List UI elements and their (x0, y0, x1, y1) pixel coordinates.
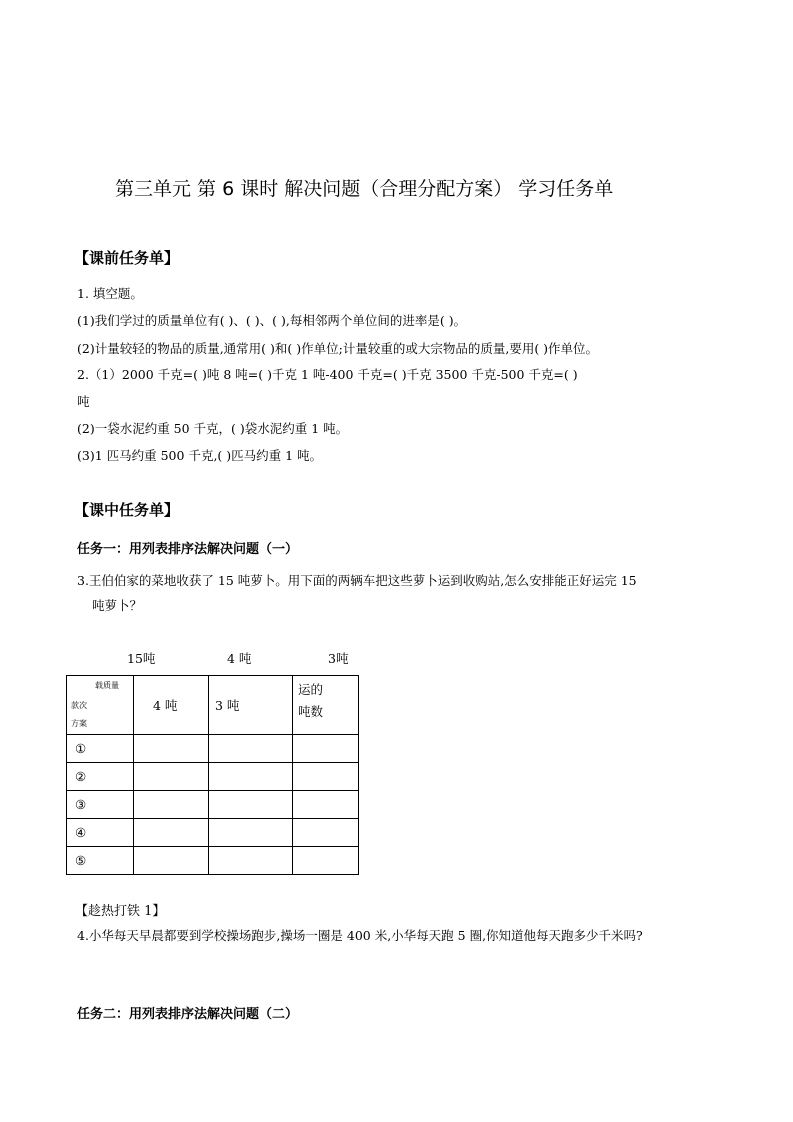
table-row (67, 763, 359, 791)
table-row (67, 819, 359, 847)
question-2-part-2: (2)一袋水泥约重 50 千克，( )袋水泥约重 1 吨。 (77, 421, 349, 436)
table-row (67, 847, 359, 875)
table-row (67, 791, 359, 819)
answer-cell[interactable] (293, 847, 359, 875)
answer-cell[interactable] (293, 763, 359, 791)
question-2-part-1-unit: 吨 (77, 394, 90, 409)
question-3-line-1: 3.王伯伯家的菜地收获了 15 吨萝卜。用下面的两辆车把这些萝卜运到收购站,怎么安排能正好运完 15 (77, 573, 637, 588)
answer-cell[interactable] (134, 791, 209, 819)
task-2-title: 任务二：用列表排序法解决问题（二） (77, 1007, 299, 1022)
answer-cell[interactable] (209, 791, 293, 819)
question-1-part-1: (1)我们学过的质量单位有( )、( )、( ),每相邻两个单位间的进率是( )。 (77, 313, 467, 328)
corner-label-plan: 方案 (71, 719, 87, 728)
in-class-heading: 【课中任务单】 (74, 501, 180, 519)
answer-cell[interactable] (134, 735, 209, 763)
question-1-part-2: (2)计量较轻的物品的质量,通常用( )和( )作单位;计量较重的或大宗物品的质量,要用( )作单位。 (77, 341, 599, 356)
plan-number: ② (67, 763, 134, 791)
question-1-label: 1. 填空题。 (77, 286, 143, 301)
answer-cell[interactable] (293, 819, 359, 847)
answer-cell[interactable] (134, 847, 209, 875)
header-4-ton: 4 吨 (134, 676, 209, 735)
plan-number: ① (67, 735, 134, 763)
table-header-row (67, 676, 359, 735)
truck-load-4: 4 吨 (227, 651, 252, 666)
answer-cell[interactable] (209, 735, 293, 763)
answer-cell[interactable] (293, 735, 359, 763)
question-2-part-3: (3)1 匹马约重 500 千克,( )匹马约重 1 吨。 (77, 448, 323, 463)
plan-table (66, 675, 359, 875)
answer-cell[interactable] (209, 819, 293, 847)
question-4: 4.小华每天早晨都要到学校操场跑步,操场一圈是 400 米,小华每天跑 5 圈,你知道他每天跑多少千米吗? (77, 928, 643, 943)
pre-class-heading: 【课前任务单】 (74, 249, 180, 267)
question-3-line-2: 吨萝卜？ (92, 598, 143, 613)
answer-cell[interactable] (209, 763, 293, 791)
answer-cell[interactable] (209, 847, 293, 875)
answer-cell[interactable] (134, 763, 209, 791)
truck-load-3: 3吨 (328, 651, 349, 666)
answer-cell[interactable] (134, 819, 209, 847)
truck-load-total: 15吨 (127, 651, 156, 666)
table-corner-cell (67, 676, 134, 735)
plan-number: ③ (67, 791, 134, 819)
practice-heading: 【趁热打铁 1】 (75, 904, 166, 919)
corner-label-load: 载质量 (95, 681, 119, 690)
plan-number: ④ (67, 819, 134, 847)
header-3-ton: 3 吨 (209, 676, 293, 735)
answer-cell[interactable] (293, 791, 359, 819)
header-total-tons: 运的 吨数 (293, 676, 359, 735)
plan-number: ⑤ (67, 847, 134, 875)
page-title: 第三单元 第 6 课时 解决问题（合理分配方案） 学习任务单 (115, 178, 614, 200)
table-row (67, 735, 359, 763)
question-2-part-1: 2.（1）2000 千克=( )吨 8 吨=( )千克 1 吨-400 千克=( )千克 3500 千克-500 千克=( ) (77, 367, 578, 382)
task-1-title: 任务一：用列表排序法解决问题（一） (77, 542, 299, 557)
corner-label-trips: 款次 (71, 701, 87, 710)
